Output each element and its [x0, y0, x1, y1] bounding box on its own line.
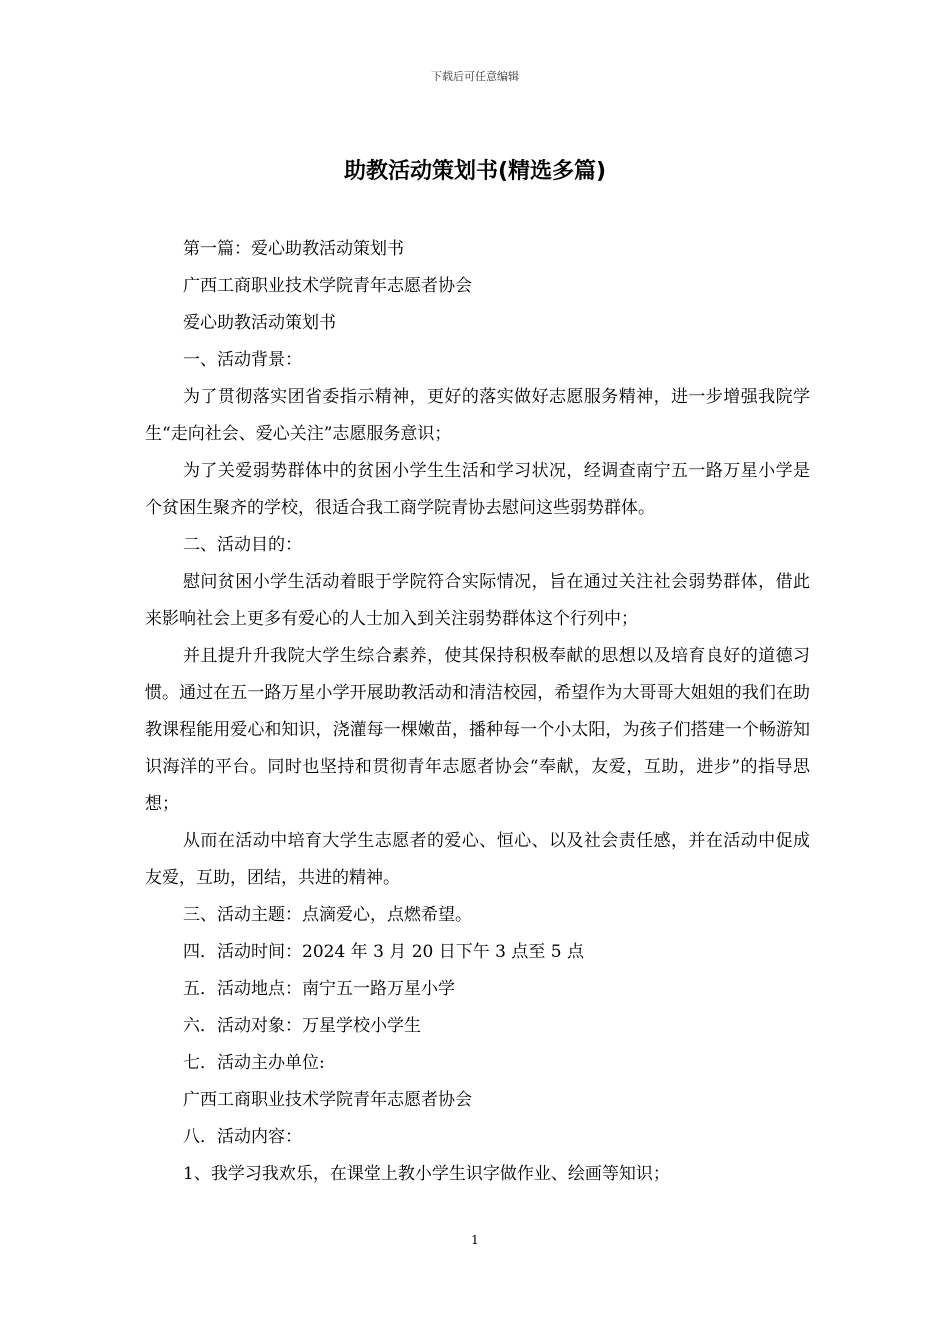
paragraph-16: 广西工商职业技术学院青年志愿者协会	[183, 1090, 472, 1110]
paragraph-12: 四．活动时间：2024 年 3 月 20 日下午 3 点至 5 点	[183, 942, 584, 962]
paragraph-14: 六．活动对象：万星学校小学生	[183, 1016, 421, 1036]
paragraph-4: 一、活动背景：	[183, 350, 302, 370]
paragraph-5: 为了贯彻落实团省委指示精神，更好的落实做好志愿服务精神，进一步增强我院学生“走向社会、爱心关注”志愿服务意识；	[145, 387, 810, 444]
paragraph-2: 广西工商职业技术学院青年志愿者协会	[183, 276, 472, 296]
paragraph-7: 二、活动目的：	[183, 535, 302, 555]
paragraph-3: 爱心助教活动策划书	[183, 313, 336, 333]
paragraph-11: 三、活动主题：点滴爱心，点燃希望。	[183, 905, 472, 925]
paragraph-6: 为了关爱弱势群体中的贫困小学生生活和学习状况，经调查南宁五一路万星小学是个贫困生聚齐的学校，很适合我工商学院青协去慰问这些弱势群体。	[145, 461, 810, 518]
paragraph-18: 1、我学习我欢乐，在课堂上教小学生识字做作业、绘画等知识；	[183, 1164, 670, 1184]
paragraph-15: 七．活动主办单位:	[183, 1053, 325, 1073]
paragraph-10: 从而在活动中培育大学生志愿者的爱心、恒心、以及社会责任感，并在活动中促成友爱，互助，团结，共进的精神。	[145, 831, 810, 888]
paragraph-13: 五．活动地点：南宁五一路万星小学	[183, 979, 455, 999]
document-title: 助教活动策划书(精选多篇)	[343, 159, 607, 184]
paragraph-9: 并且提升升我院大学生综合素养，使其保持积极奉献的思想以及培育良好的道德习惯。通过在五一路万星小学开展助教活动和清洁校园，希望作为大哥哥大姐姐的我们在助教课程能用爱心和知识，浇灌每一棵嫩苗，播种每一个小太阳，为孩子们搭建一个畅游知识海洋的平台。同时也坚持和贯彻青年志愿者协会“奉献，友爱，互助，进步”的指导思想；	[145, 646, 810, 814]
paragraph-8: 慰问贫困小学生活动着眼于学院符合实际情况，旨在通过关注社会弱势群体，借此来影响社会上更多有爱心的人士加入到关注弱势群体这个行列中；	[145, 572, 810, 629]
paragraph-17: 八．活动内容：	[183, 1127, 302, 1147]
paragraph-1: 第一篇：爱心助教活动策划书	[183, 239, 404, 259]
document-body	[145, 231, 810, 1193]
header-note: 下载后可任意编辑	[431, 70, 519, 83]
page-number: 1	[471, 1233, 479, 1247]
